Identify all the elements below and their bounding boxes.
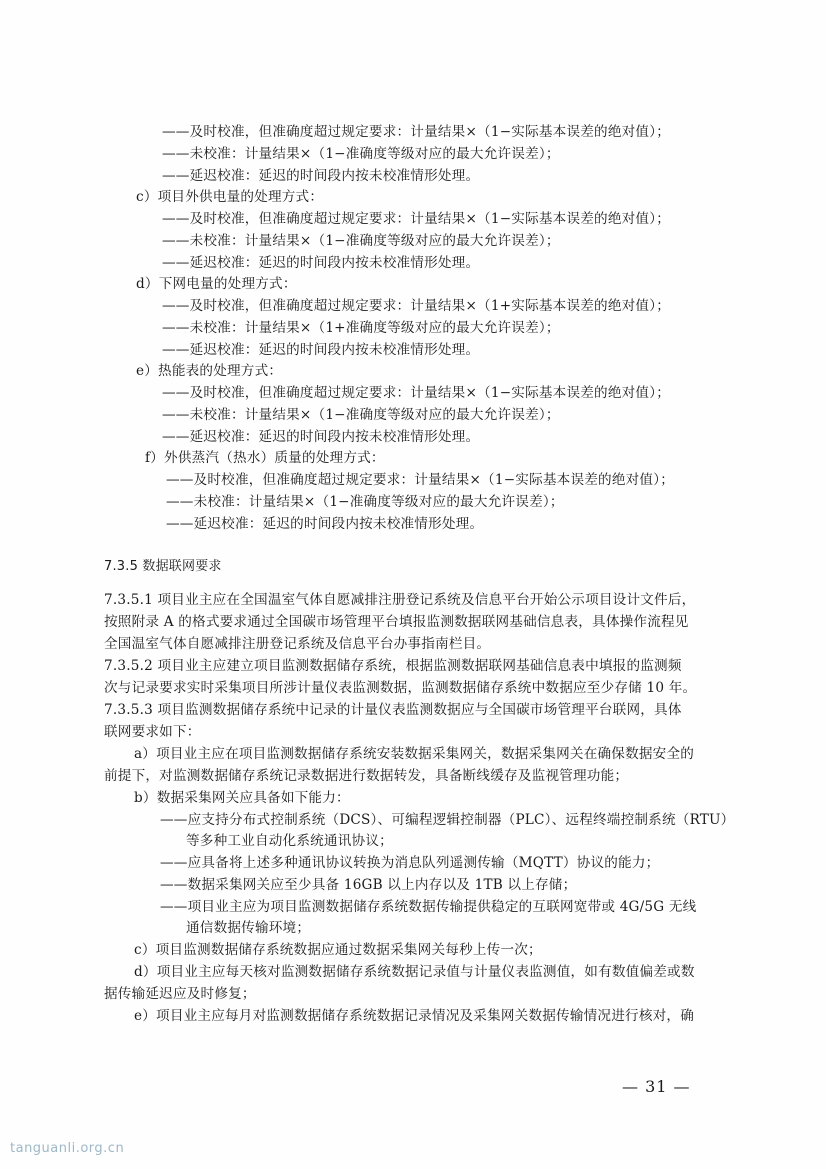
text-line: ——项目业主应为项目监测数据储存系统数据传输提供稳定的互联网宽带或 4G/5G 无线 [160,899,697,915]
text-line: e）热能表的处理方式： [136,363,283,379]
text-line: c）项目监测数据储存系统数据应通过数据采集网关每秒上传一次； [134,942,542,958]
text-line: 7.3.5.1 项目业主应在全国温室气体自愿减排注册登记系统及信息平台开始公示项目设计文件后， [104,592,696,608]
text-line: a）项目业主应在项目监测数据储存系统安装数据采集网关，数据采集网关在确保数据安全的 [134,746,695,762]
text-line: 联网要求如下： [104,724,201,740]
text-line: 次与记录要求实时采集项目所涉计量仪表监测数据，监测数据储存系统中数据应至少存储 10 年。 [104,680,697,696]
text-line: ——未校准：计量结果×（1−准确度等级对应的最大允许误差）； [162,146,560,162]
text-line: b）数据采集网关应具备如下能力： [134,790,350,806]
text-line: ——未校准：计量结果×（1−准确度等级对应的最大允许误差）； [162,407,560,423]
text-line: ——延迟校准：延迟的时间段内按未校准情形处理。 [162,255,480,271]
text-line: 据传输延迟应及时修复； [104,986,256,1002]
text-line: ——及时校准，但准确度超过规定要求：计量结果×（1−实际基本误差的绝对值）； [162,124,671,140]
text-line: 7.3.5.2 项目业主应建立项目监测数据储存系统，根据监测数据联网基础信息表中填报的监测频 [104,658,682,674]
text-line: ——及时校准，但准确度超过规定要求：计量结果×（1−实际基本误差的绝对值）； [166,472,675,488]
text-line: 7.3.5.3 项目监测数据储存系统中记录的计量仪表监测数据应与全国碳市场管理平台联网，具体 [104,702,682,718]
text-line: 按照附录 A 的格式要求通过全国碳市场管理平台填报监测数据联网基础信息表，具体操作流程见 [104,614,689,630]
text-line: 等多种工业自动化系统通讯协议； [186,833,393,849]
text-line: ——延迟校准：延迟的时间段内按未校准情形处理。 [162,342,480,358]
text-line: ——延迟校准：延迟的时间段内按未校准情形处理。 [162,168,480,184]
text-line: ——应支持分布式控制系统（DCS）、可编程逻辑控制器（PLC）、远程终端控制系统（RTU） [160,812,735,828]
text-line: ——延迟校准：延迟的时间段内按未校准情形处理。 [166,516,484,532]
text-line: ——及时校准，但准确度超过规定要求：计量结果×（1+实际基本误差的绝对值）； [162,298,671,314]
text-line: ——未校准：计量结果×（1+准确度等级对应的最大允许误差）； [162,320,560,336]
text-line: ——数据采集网关应至少具备 16GB 以上内存以及 1TB 以上存储； [160,877,577,893]
site-watermark: tanguanli.org.cn [10,1141,125,1156]
text-line: 通信数据传输环境； [186,920,311,936]
text-line: ——未校准：计量结果×（1−准确度等级对应的最大允许误差）； [162,233,560,249]
text-line: ——及时校准，但准确度超过规定要求：计量结果×（1−实际基本误差的绝对值）； [162,385,671,401]
text-line: d）下网电量的处理方式： [136,276,297,292]
section-heading: 7.3.5 数据联网要求 [104,559,222,574]
text-line: d）项目业主应每天核对监测数据储存系统数据记录值与计量仪表监测值，如有数值偏差或数 [134,964,695,980]
text-line: ——应具备将上述多种通讯协议转换为消息队列遥测传输（MQTT）协议的能力； [160,855,660,871]
text-line: ——未校准：计量结果×（1−准确度等级对应的最大允许误差）； [166,494,564,510]
text-line: f）外供蒸汽（热水）质量的处理方式： [145,450,385,466]
page-number: — 31 — [622,1077,691,1096]
text-line: 前提下，对监测数据储存系统记录数据进行数据转发，具备断线缓存及监视管理功能； [104,768,629,784]
text-line: ——及时校准，但准确度超过规定要求：计量结果×（1−实际基本误差的绝对值）； [162,211,671,227]
text-line: e）项目业主应每月对监测数据储存系统数据记录情况及采集网关数据传输情况进行核对，确 [134,1008,694,1024]
text-line: ——延迟校准：延迟的时间段内按未校准情形处理。 [162,429,480,445]
text-line: 全国温室气体自愿减排注册登记系统及信息平台办事指南栏目。 [104,636,491,652]
text-line: c）项目外供电量的处理方式： [136,189,324,205]
